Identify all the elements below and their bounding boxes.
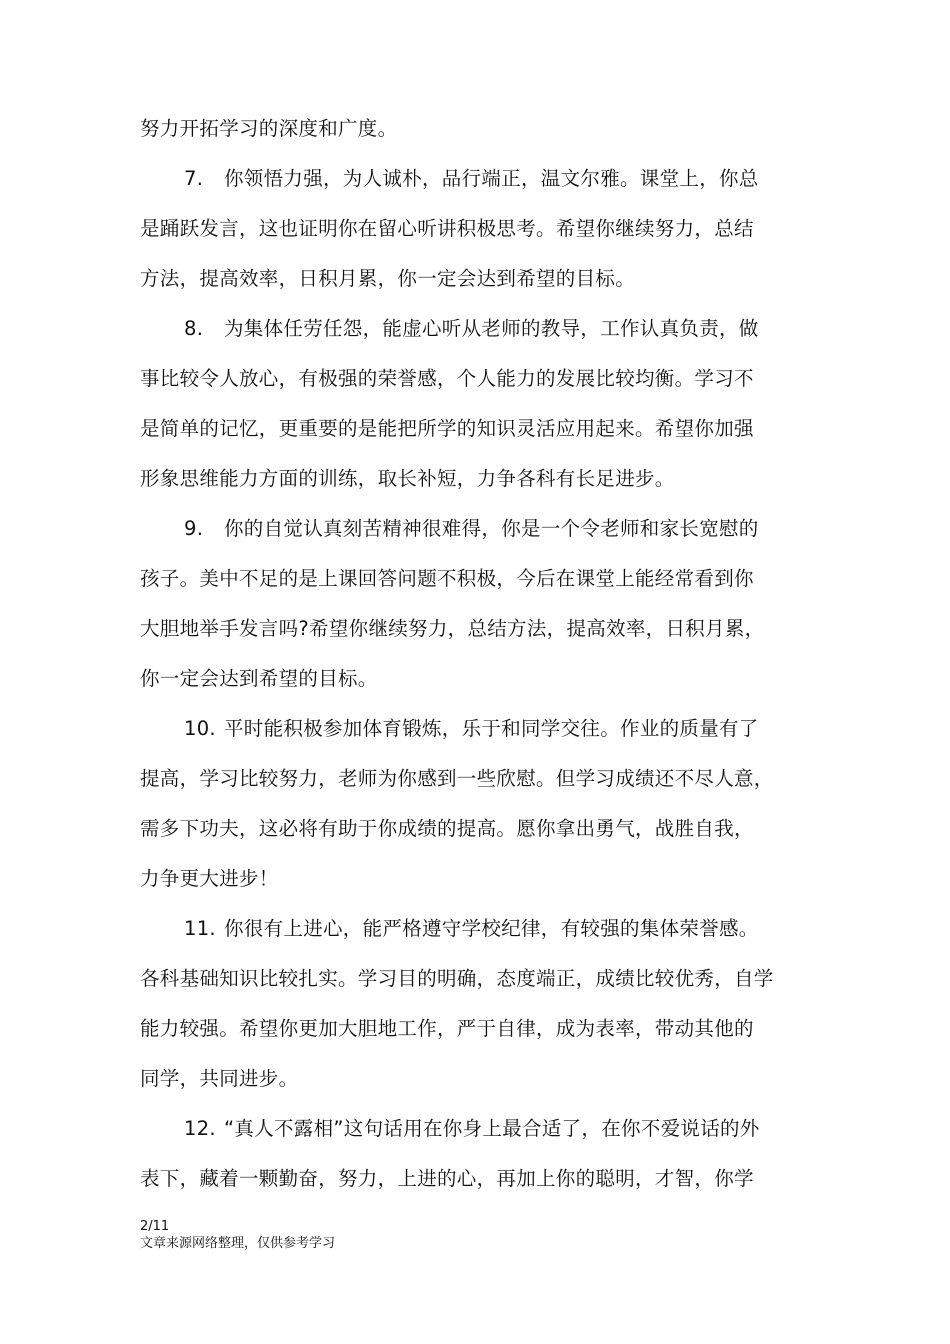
item-number: 8. (184, 317, 204, 340)
text-line (140, 554, 820, 604)
item-number: 7. (184, 167, 204, 190)
paragraph-p7 (140, 154, 820, 304)
text-line (140, 854, 820, 904)
body-text (140, 104, 820, 1204)
text-line (140, 504, 820, 554)
line-text: 事比较令人放心，有极强的荣誉感，个人能力的发展比较均衡。学习不 (140, 367, 754, 390)
line-text: 孩子。美中不足的是上课回答问题不积极，今后在课堂上能经常看到你 (140, 567, 754, 590)
paragraph-p11 (140, 904, 820, 1104)
line-text: 力争更大进步！ (140, 867, 279, 890)
paragraph-p10 (140, 704, 820, 904)
line-text: 是踊跃发言，这也证明你在留心听讲积极思考。希望你继续努力，总结 (140, 217, 754, 240)
paragraph-p9 (140, 504, 820, 704)
source-note: 文章来源网络整理，仅供参考学习 (140, 1236, 336, 1251)
text-line (140, 154, 820, 204)
line-text: 方法，提高效率，日积月累，你一定会达到希望的目标。 (140, 267, 636, 290)
line-text: 你的自觉认真刻苦精神很难得，你是一个令老师和家长宽慰的 (224, 517, 759, 540)
item-number: 9. (184, 517, 204, 540)
text-line (140, 954, 820, 1004)
line-text: 努力开拓学习的深度和广度。 (140, 117, 398, 140)
line-text: 是简单的记忆，更重要的是能把所学的知识灵活应用起来。希望你加强 (140, 417, 754, 440)
line-text: 为集体任劳任怨，能虚心听从老师的教导，工作认真负责，做 (224, 317, 759, 340)
text-line (140, 204, 820, 254)
line-text: 需多下功夫，这必将有助于你成绩的提高。愿你拿出勇气，战胜自我， (140, 817, 754, 840)
text-line (140, 904, 820, 954)
text-line (140, 704, 820, 754)
line-text: 平时能积极参加体育锻炼，乐于和同学交往。作业的质量有了 (224, 717, 759, 740)
line-text: 表下，藏着一颗勤奋，努力，上进的心，再加上你的聪明，才智，你学 (140, 1167, 754, 1190)
text-line (140, 1054, 820, 1104)
text-line (140, 304, 820, 354)
line-text: “真人不露相”这句话用在你身上最合适了，在你不爱说话的外 (224, 1117, 760, 1140)
paragraph-p6-tail (140, 104, 820, 154)
text-line (140, 1154, 820, 1204)
line-text: 你领悟力强，为人诚朴，品行端正，温文尔雅。课堂上，你总 (224, 167, 759, 190)
line-text: 大胆地举手发言吗?希望你继续努力，总结方法，提高效率，日积月累， (140, 617, 765, 640)
text-line (140, 804, 820, 854)
item-number: 11. (184, 917, 216, 940)
line-text: 提高，学习比较努力，老师为你感到一些欣慰。但学习成绩还不尽人意， (140, 767, 774, 790)
line-text: 形象思维能力方面的训练，取长补短，力争各科有长足进步。 (140, 467, 675, 490)
line-text: 你很有上进心，能严格遵守学校纪律，有较强的集体荣誉感。 (224, 917, 759, 940)
text-line (140, 1004, 820, 1054)
paragraph-p12 (140, 1104, 820, 1204)
text-line (140, 404, 820, 454)
line-text: 各科基础知识比较扎实。学习目的明确，态度端正，成绩比较优秀，自学 (140, 967, 774, 990)
text-line (140, 1104, 820, 1154)
item-number: 10. (184, 717, 216, 740)
line-text: 能力较强。希望你更加大胆地工作，严于自律，成为表率，带动其他的 (140, 1017, 754, 1040)
text-line (140, 754, 820, 804)
text-line (140, 354, 820, 404)
page-number: 2/11 (140, 1219, 170, 1234)
text-line (140, 654, 820, 704)
line-text: 你一定会达到希望的目标。 (140, 667, 378, 690)
text-line (140, 104, 820, 154)
line-text: 同学，共同进步。 (140, 1067, 299, 1090)
paragraph-p8 (140, 304, 820, 504)
page-footer (140, 1218, 335, 1252)
text-line (140, 604, 820, 654)
text-line (140, 254, 820, 304)
text-line (140, 454, 820, 504)
item-number: 12. (184, 1117, 216, 1140)
